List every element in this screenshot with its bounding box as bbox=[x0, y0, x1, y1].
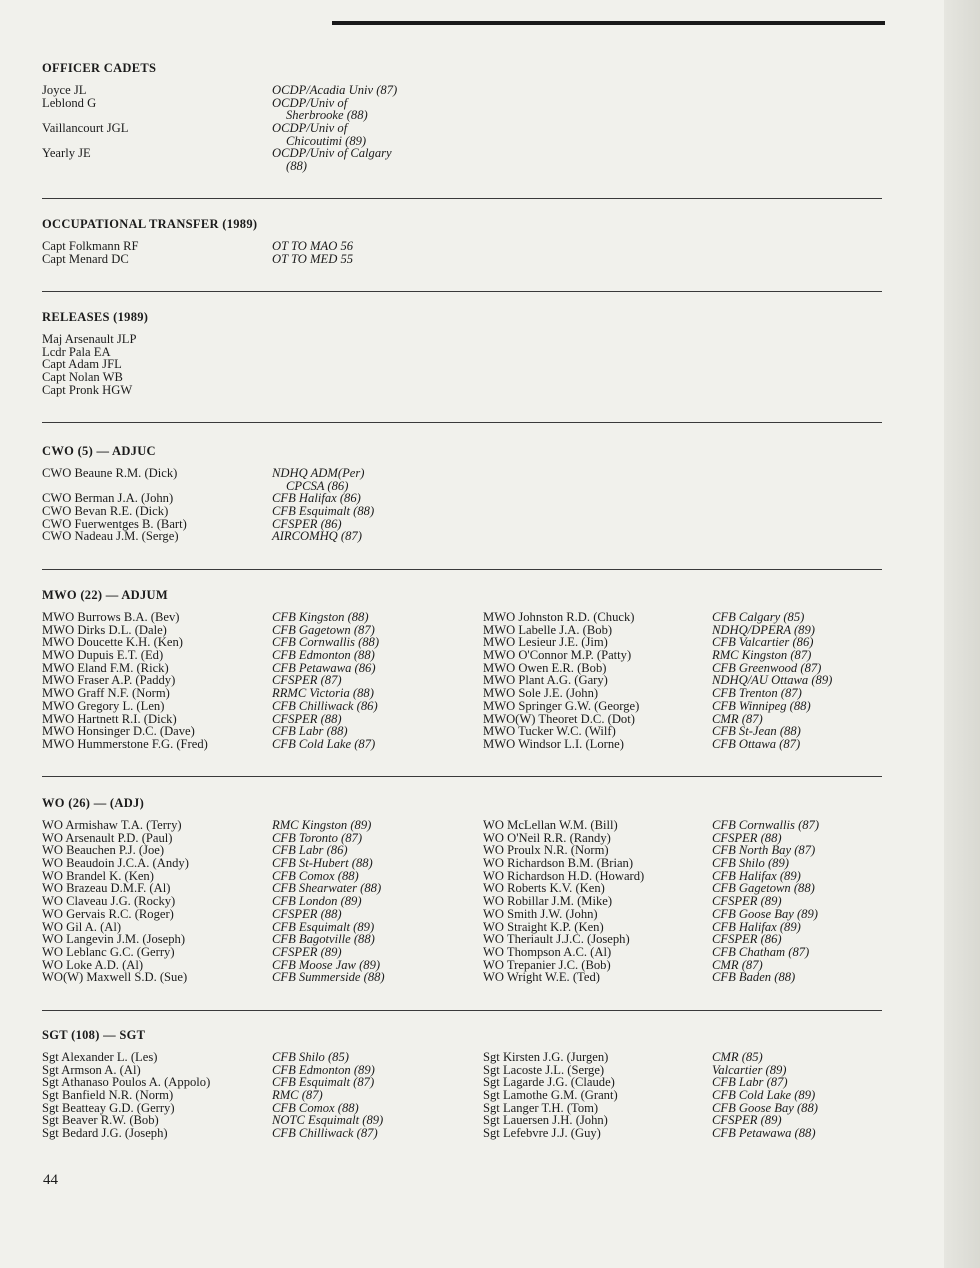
unit-posting: CFB Halifax (86) bbox=[272, 491, 361, 506]
member-name: Sgt Lefebvre J.J. (Guy) bbox=[483, 1126, 601, 1141]
entry-list bbox=[42, 333, 882, 396]
unit-posting: CFB Halifax (89) bbox=[712, 919, 801, 934]
unit-posting: OCDP/Univ of Calgary bbox=[272, 146, 392, 161]
member-name: MWO Doucette K.H. (Ken) bbox=[42, 635, 183, 650]
unit-posting: CFB Cold Lake (89) bbox=[712, 1088, 816, 1103]
entry-list bbox=[42, 819, 882, 984]
member-name: Sgt Kirsten J.G. (Jurgen) bbox=[483, 1050, 609, 1064]
unit-posting: RMC Kingston (89) bbox=[272, 818, 372, 832]
unit-posting: CFB Chatham (87) bbox=[712, 944, 810, 959]
member-name: Capt Pronk HGW bbox=[42, 382, 133, 397]
table-row bbox=[42, 530, 882, 543]
unit-posting: OCDP/Acadia Univ (87) bbox=[272, 83, 398, 97]
member-name: MWO Owen E.R. (Bob) bbox=[483, 660, 607, 675]
member-name: Sgt Lamothe G.M. (Grant) bbox=[483, 1088, 618, 1103]
table-row bbox=[42, 253, 882, 266]
member-name: WO Beaudoin J.C.A. (Andy) bbox=[42, 856, 189, 871]
table-row bbox=[42, 700, 882, 713]
section-title: SGT (108) — SGT bbox=[42, 1028, 146, 1042]
member-name: WO Gervais R.C. (Roger) bbox=[42, 906, 174, 921]
section-wo bbox=[42, 796, 882, 984]
unit-posting: CFB Comox (88) bbox=[272, 1100, 359, 1115]
unit-posting: OT TO MAO 56 bbox=[272, 239, 354, 253]
member-name: WO O'Neil R.R. (Randy) bbox=[483, 830, 611, 845]
section-divider bbox=[42, 569, 882, 570]
section-title: RELEASES (1989) bbox=[42, 310, 149, 324]
entry-list bbox=[42, 467, 882, 543]
unit-posting: NOTC Esquimalt (89) bbox=[272, 1113, 384, 1128]
table-row bbox=[42, 358, 882, 371]
member-name: Vaillancourt JGL bbox=[42, 121, 129, 136]
member-name: Maj Arsenault JLP bbox=[42, 332, 137, 346]
member-name: MWO Fraser A.P. (Paddy) bbox=[42, 673, 176, 688]
unit-posting: CFB Esquimalt (89) bbox=[272, 919, 375, 934]
table-row bbox=[42, 492, 882, 505]
member-name: CWO Berman J.A. (John) bbox=[42, 491, 174, 506]
member-name: WO(W) Maxwell S.D. (Sue) bbox=[42, 970, 188, 985]
member-name: MWO(W) Theoret D.C. (Dot) bbox=[483, 711, 635, 726]
top-header-rule bbox=[332, 21, 885, 25]
member-name: WO Roberts K.V. (Ken) bbox=[483, 881, 605, 896]
unit-posting: CFSPER (89) bbox=[712, 894, 782, 909]
member-name: CWO Fuerwentges B. (Bart) bbox=[42, 516, 187, 531]
unit-posting: CFB Baden (88) bbox=[712, 970, 796, 985]
member-name: Sgt Beaver R.W. (Bob) bbox=[42, 1113, 159, 1128]
member-name: Capt Menard DC bbox=[42, 251, 129, 266]
page-number: 44 bbox=[43, 1172, 58, 1188]
member-name: WO Robillar J.M. (Mike) bbox=[483, 894, 613, 909]
section-title: MWO (22) — ADJUM bbox=[42, 588, 168, 602]
table-row bbox=[42, 240, 882, 253]
unit-posting: CFB Esquimalt (87) bbox=[272, 1075, 375, 1090]
member-name: MWO Lesieur J.E. (Jim) bbox=[483, 635, 608, 650]
unit-posting: Chicoutimi (89) bbox=[286, 133, 367, 148]
member-name: Sgt Armson A. (Al) bbox=[42, 1062, 141, 1077]
section-officer-cadets bbox=[42, 61, 882, 173]
member-name: CWO Nadeau J.M. (Serge) bbox=[42, 529, 179, 544]
member-name: MWO Hummerstone F.G. (Fred) bbox=[42, 736, 208, 751]
table-row bbox=[42, 109, 882, 122]
member-name: WO Arsenault P.D. (Paul) bbox=[42, 830, 173, 845]
unit-posting: CMR (85) bbox=[712, 1050, 763, 1064]
table-row bbox=[42, 122, 882, 135]
section-mwo bbox=[42, 588, 882, 751]
unit-posting: CFB Greenwood (87) bbox=[712, 660, 822, 675]
unit-posting: RMC Kingston (87) bbox=[712, 648, 812, 663]
unit-posting: CFB Ottawa (87) bbox=[712, 736, 801, 751]
unit-posting: CFB Shilo (89) bbox=[712, 856, 789, 871]
member-name: WO Thompson A.C. (Al) bbox=[483, 944, 612, 959]
member-name: MWO Sole J.E. (John) bbox=[483, 686, 599, 701]
unit-posting: CFSPER (87) bbox=[272, 673, 342, 688]
member-name: Sgt Lacoste J.L. (Serge) bbox=[483, 1062, 605, 1077]
table-row bbox=[42, 384, 882, 397]
unit-posting: CFSPER (88) bbox=[272, 906, 342, 921]
unit-posting: CFB North Bay (87) bbox=[712, 843, 816, 858]
table-row bbox=[42, 505, 882, 518]
member-name: MWO Burrows B.A. (Bev) bbox=[42, 610, 180, 624]
table-row bbox=[42, 333, 882, 346]
member-name: MWO Eland F.M. (Rick) bbox=[42, 660, 169, 675]
unit-posting: Sherbrooke (88) bbox=[286, 108, 368, 123]
member-name: MWO Labelle J.A. (Bob) bbox=[483, 622, 613, 637]
unit-posting: CFB Kingston (88) bbox=[272, 610, 369, 624]
member-name: CWO Beaune R.M. (Dick) bbox=[42, 466, 178, 480]
unit-posting: CFB Petawawa (86) bbox=[272, 660, 376, 675]
member-name: MWO Tucker W.C. (Wilf) bbox=[483, 724, 616, 739]
unit-posting: CFB Labr (87) bbox=[712, 1075, 788, 1090]
member-name: Sgt Athanaso Poulos A. (Appolo) bbox=[42, 1075, 211, 1090]
section-title: OCCUPATIONAL TRANSFER (1989) bbox=[42, 217, 258, 231]
section-divider bbox=[42, 1010, 882, 1011]
table-row bbox=[42, 467, 882, 480]
member-name: MWO Dupuis E.T. (Ed) bbox=[42, 648, 164, 663]
unit-posting: CFB Shearwater (88) bbox=[272, 881, 382, 896]
unit-posting: CMR (87) bbox=[712, 957, 763, 972]
member-name: WO Leblanc G.C. (Gerry) bbox=[42, 944, 175, 959]
member-name: WO Straight K.P. (Ken) bbox=[483, 919, 604, 934]
entry-list bbox=[42, 1051, 882, 1140]
member-name: WO Trepanier J.C. (Bob) bbox=[483, 957, 611, 972]
section-divider bbox=[42, 291, 882, 292]
unit-posting: CMR (87) bbox=[712, 711, 763, 726]
unit-posting: CPCSA (86) bbox=[286, 478, 349, 493]
unit-posting: CFSPER (88) bbox=[712, 830, 782, 845]
section-divider bbox=[42, 422, 882, 423]
member-name: Sgt Alexander L. (Les) bbox=[42, 1050, 158, 1064]
unit-posting: CFSPER (89) bbox=[272, 944, 342, 959]
member-name: WO Armishaw T.A. (Terry) bbox=[42, 818, 182, 832]
section-occupational-transfer bbox=[42, 217, 882, 265]
member-name: WO McLellan W.M. (Bill) bbox=[483, 818, 618, 832]
unit-posting: CFSPER (89) bbox=[712, 1113, 782, 1128]
member-name: Sgt Bedard J.G. (Joseph) bbox=[42, 1126, 168, 1141]
unit-posting: NDHQ ADM(Per) bbox=[272, 466, 365, 480]
member-name: Capt Folkmann RF bbox=[42, 239, 139, 253]
unit-posting: NDHQ/DPERA (89) bbox=[712, 622, 815, 637]
member-name: MWO Johnston R.D. (Chuck) bbox=[483, 610, 635, 624]
section-title: CWO (5) — ADJUC bbox=[42, 444, 156, 458]
member-name: MWO Graff N.F. (Norm) bbox=[42, 686, 170, 701]
member-name: MWO Gregory L. (Len) bbox=[42, 698, 165, 713]
unit-posting: CFB Edmonton (88) bbox=[272, 648, 375, 663]
unit-posting: CFB Gagetown (87) bbox=[272, 622, 375, 637]
unit-posting: CFB Goose Bay (89) bbox=[712, 906, 818, 921]
unit-posting: CFB Moose Jaw (89) bbox=[272, 957, 381, 972]
table-row bbox=[42, 84, 882, 97]
section-divider bbox=[42, 198, 882, 199]
unit-posting: CFSPER (88) bbox=[272, 711, 342, 726]
unit-posting: OT TO MED 55 bbox=[272, 251, 354, 266]
unit-posting: CFB Gagetown (88) bbox=[712, 881, 815, 896]
section-title: OFFICER CADETS bbox=[42, 61, 157, 75]
unit-posting: RMC (87) bbox=[272, 1088, 323, 1103]
member-name: WO Brazeau D.M.F. (Al) bbox=[42, 881, 171, 896]
table-row bbox=[42, 346, 882, 359]
member-name: WO Beauchen P.J. (Joe) bbox=[42, 843, 165, 858]
table-row bbox=[42, 1127, 882, 1140]
unit-posting: CFB Chilliwack (86) bbox=[272, 698, 378, 713]
entry-list bbox=[42, 240, 882, 265]
member-name: MWO O'Connor M.P. (Patty) bbox=[483, 648, 632, 663]
unit-posting: CFB Cold Lake (87) bbox=[272, 736, 376, 751]
table-row bbox=[42, 649, 882, 662]
member-name: WO Smith J.W. (John) bbox=[483, 906, 598, 921]
unit-posting: CFB Summerside (88) bbox=[272, 970, 385, 985]
member-name: Capt Nolan WB bbox=[42, 370, 123, 385]
member-name: WO Loke A.D. (Al) bbox=[42, 957, 144, 972]
section-releases bbox=[42, 310, 882, 396]
member-name: Sgt Beatteay G.D. (Gerry) bbox=[42, 1100, 175, 1115]
table-row bbox=[42, 971, 882, 984]
member-name: WO Claveau J.G. (Rocky) bbox=[42, 894, 176, 909]
unit-posting: NDHQ/AU Ottawa (89) bbox=[712, 673, 833, 688]
member-name: WO Richardson H.D. (Howard) bbox=[483, 868, 645, 883]
unit-posting: CFB Cornwallis (87) bbox=[712, 818, 820, 832]
entry-list bbox=[42, 84, 882, 173]
unit-posting: CFB Comox (88) bbox=[272, 868, 359, 883]
unit-posting: CFB Goose Bay (88) bbox=[712, 1100, 818, 1115]
table-row bbox=[42, 371, 882, 384]
unit-posting: CFSPER (86) bbox=[272, 516, 342, 531]
unit-posting: CFB Labr (88) bbox=[272, 724, 348, 739]
unit-posting: CFB Shilo (85) bbox=[272, 1050, 349, 1064]
table-row bbox=[42, 857, 882, 870]
unit-posting: (88) bbox=[286, 159, 307, 174]
page-edge-shadow bbox=[944, 0, 980, 1268]
table-row bbox=[42, 687, 882, 700]
table-row bbox=[42, 946, 882, 959]
member-name: Leblond G bbox=[42, 95, 97, 110]
unit-posting: CFB Chilliwack (87) bbox=[272, 1126, 378, 1141]
member-name: WO Langevin J.M. (Joseph) bbox=[42, 932, 186, 947]
member-name: Joyce JL bbox=[42, 83, 87, 97]
entry-list bbox=[42, 611, 882, 751]
table-row bbox=[42, 160, 882, 173]
unit-posting: CFB Edmonton (89) bbox=[272, 1062, 375, 1077]
member-name: Sgt Langer T.H. (Tom) bbox=[483, 1100, 599, 1115]
table-row bbox=[42, 738, 882, 751]
table-row bbox=[42, 819, 882, 832]
table-row bbox=[42, 97, 882, 110]
member-name: Sgt Lagarde J.G. (Claude) bbox=[483, 1075, 615, 1090]
member-name: MWO Dirks D.L. (Dale) bbox=[42, 622, 167, 637]
member-name: MWO Honsinger D.C. (Dave) bbox=[42, 724, 195, 739]
table-row bbox=[42, 1089, 882, 1102]
unit-posting: CFSPER (86) bbox=[712, 932, 782, 947]
unit-posting: CFB Halifax (89) bbox=[712, 868, 801, 883]
table-row bbox=[42, 135, 882, 148]
member-name: WO Theriault J.J.C. (Joseph) bbox=[483, 932, 630, 947]
unit-posting: OCDP/Univ of bbox=[272, 121, 348, 136]
table-row bbox=[42, 611, 882, 624]
member-name: MWO Hartnett R.I. (Dick) bbox=[42, 711, 177, 726]
unit-posting: CFB Cornwallis (88) bbox=[272, 635, 380, 650]
member-name: MWO Windsor L.I. (Lorne) bbox=[483, 736, 624, 751]
section-sgt bbox=[42, 1028, 882, 1140]
unit-posting: CFB Esquimalt (88) bbox=[272, 504, 375, 519]
section-cwo bbox=[42, 444, 882, 543]
unit-posting: RRMC Victoria (88) bbox=[272, 686, 374, 701]
member-name: Sgt Banfield N.R. (Norm) bbox=[42, 1088, 174, 1103]
table-row bbox=[42, 147, 882, 160]
unit-posting: CFB Petawawa (88) bbox=[712, 1126, 816, 1141]
unit-posting: CFB London (89) bbox=[272, 894, 362, 909]
unit-posting: OCDP/Univ of bbox=[272, 95, 348, 110]
unit-posting: CFB St-Jean (88) bbox=[712, 724, 801, 739]
member-name: WO Gil A. (Al) bbox=[42, 919, 122, 934]
unit-posting: CFB Labr (86) bbox=[272, 843, 348, 858]
unit-posting: CFB Toronto (87) bbox=[272, 830, 363, 845]
unit-posting: CFB Valcartier (86) bbox=[712, 635, 814, 650]
unit-posting: CFB Bagotville (88) bbox=[272, 932, 375, 947]
table-row bbox=[42, 725, 882, 738]
member-name: MWO Springer G.W. (George) bbox=[483, 698, 640, 713]
table-row bbox=[42, 908, 882, 921]
section-divider bbox=[42, 776, 882, 777]
unit-posting: CFB Trenton (87) bbox=[712, 686, 802, 701]
section-title: WO (26) — (ADJ) bbox=[42, 796, 145, 810]
unit-posting: CFB Calgary (85) bbox=[712, 610, 805, 624]
member-name: WO Proulx N.R. (Norm) bbox=[483, 843, 609, 858]
member-name: CWO Bevan R.E. (Dick) bbox=[42, 504, 169, 519]
member-name: Lcdr Pala EA bbox=[42, 344, 111, 359]
member-name: MWO Plant A.G. (Gary) bbox=[483, 673, 608, 688]
member-name: Sgt Lauersen J.H. (John) bbox=[483, 1113, 608, 1128]
member-name: Capt Adam JFL bbox=[42, 357, 122, 372]
unit-posting: AIRCOMHQ (87) bbox=[272, 529, 362, 544]
unit-posting: CFB Winnipeg (88) bbox=[712, 698, 811, 713]
table-row bbox=[42, 1051, 882, 1064]
table-row bbox=[42, 895, 882, 908]
member-name: WO Brandel K. (Ken) bbox=[42, 868, 154, 883]
unit-posting: CFB St-Hubert (88) bbox=[272, 856, 373, 871]
unit-posting: Valcartier (89) bbox=[712, 1062, 787, 1077]
table-row bbox=[42, 933, 882, 946]
member-name: WO Richardson B.M. (Brian) bbox=[483, 856, 634, 871]
member-name: Yearly JE bbox=[42, 146, 91, 161]
member-name: WO Wright W.E. (Ted) bbox=[483, 970, 600, 985]
